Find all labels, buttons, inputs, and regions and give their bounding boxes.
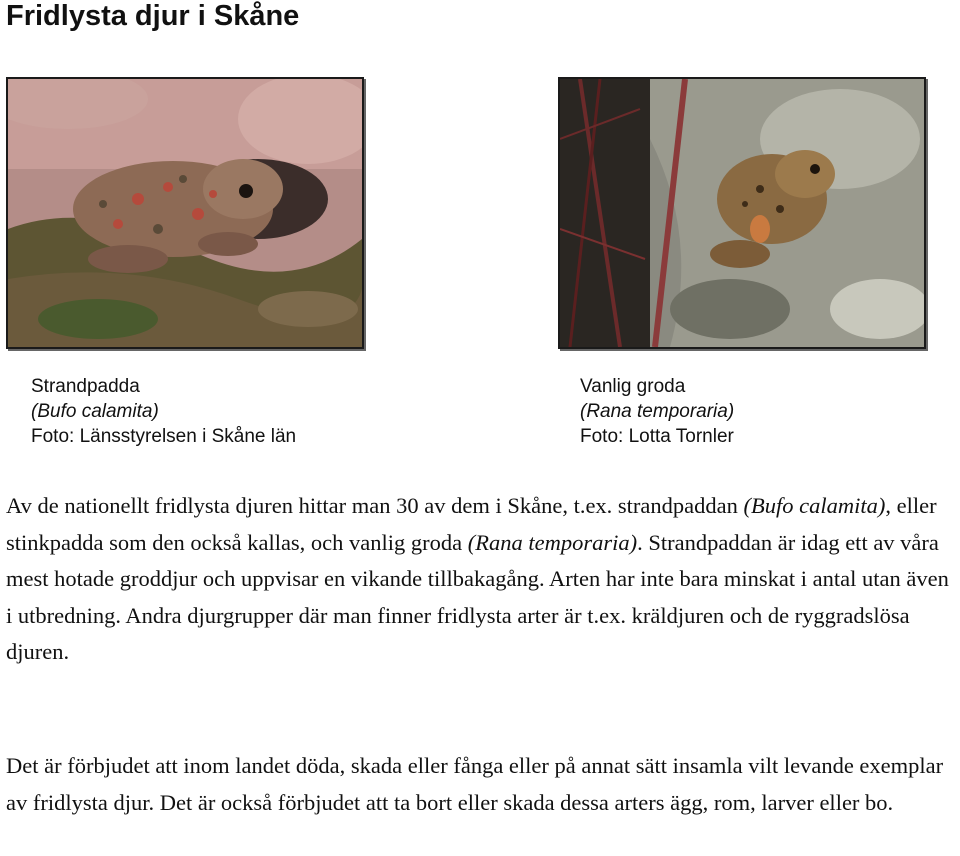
- toad-common-name: Strandpadda: [31, 376, 140, 397]
- frog-common-name: Vanlig groda: [580, 376, 686, 397]
- toad-caption: [31, 374, 296, 449]
- frog-photo-credit: Foto: Lotta Tornler: [580, 426, 734, 447]
- toad-photo: [6, 77, 364, 349]
- p1-latin-toad: (Bufo calamita): [743, 493, 886, 518]
- toad-photo-credit: Foto: Länsstyrelsen i Skåne län: [31, 426, 297, 447]
- body-paragraph-2: Det är förbjudet att inom landet döda, skada eller fånga eller på annat sätt insamla vilt levande exemplar av fridlysta djur. Det är också förbjudet att ta bort eller skada dessa arters ägg, rom, larver eller bo.: [6, 753, 944, 815]
- frog-latin-name: (Rana temporaria): [580, 401, 735, 422]
- body-paragraph-1: [6, 488, 958, 671]
- p1-latin-frog: (Rana temporaria): [467, 529, 638, 555]
- p1-text-e: . Strandpaddan är idag ett av våra mest hotade groddjur och uppvisar en vikande tillbakagång. Arten har inte bara minskat i antal utan även i utbredning. Andra djurgrupper där man finner fridlysta arter är t.ex. kräldjuren och de ryggradslösa djuren.: [6, 529, 949, 664]
- page-title: Fridlysta djur i Skåne: [6, 0, 300, 32]
- frog-caption: [580, 374, 734, 449]
- toad-latin-name: (Bufo calamita): [31, 401, 159, 422]
- p1-text-a: Av de nationellt fridlysta djuren hittar man 30 av dem i Skåne, t.ex. strandpaddan: [6, 493, 744, 518]
- p1-text-c: , eller stinkpadda som den också kallas, och vanlig groda: [6, 493, 937, 555]
- frog-photo: [558, 77, 926, 349]
